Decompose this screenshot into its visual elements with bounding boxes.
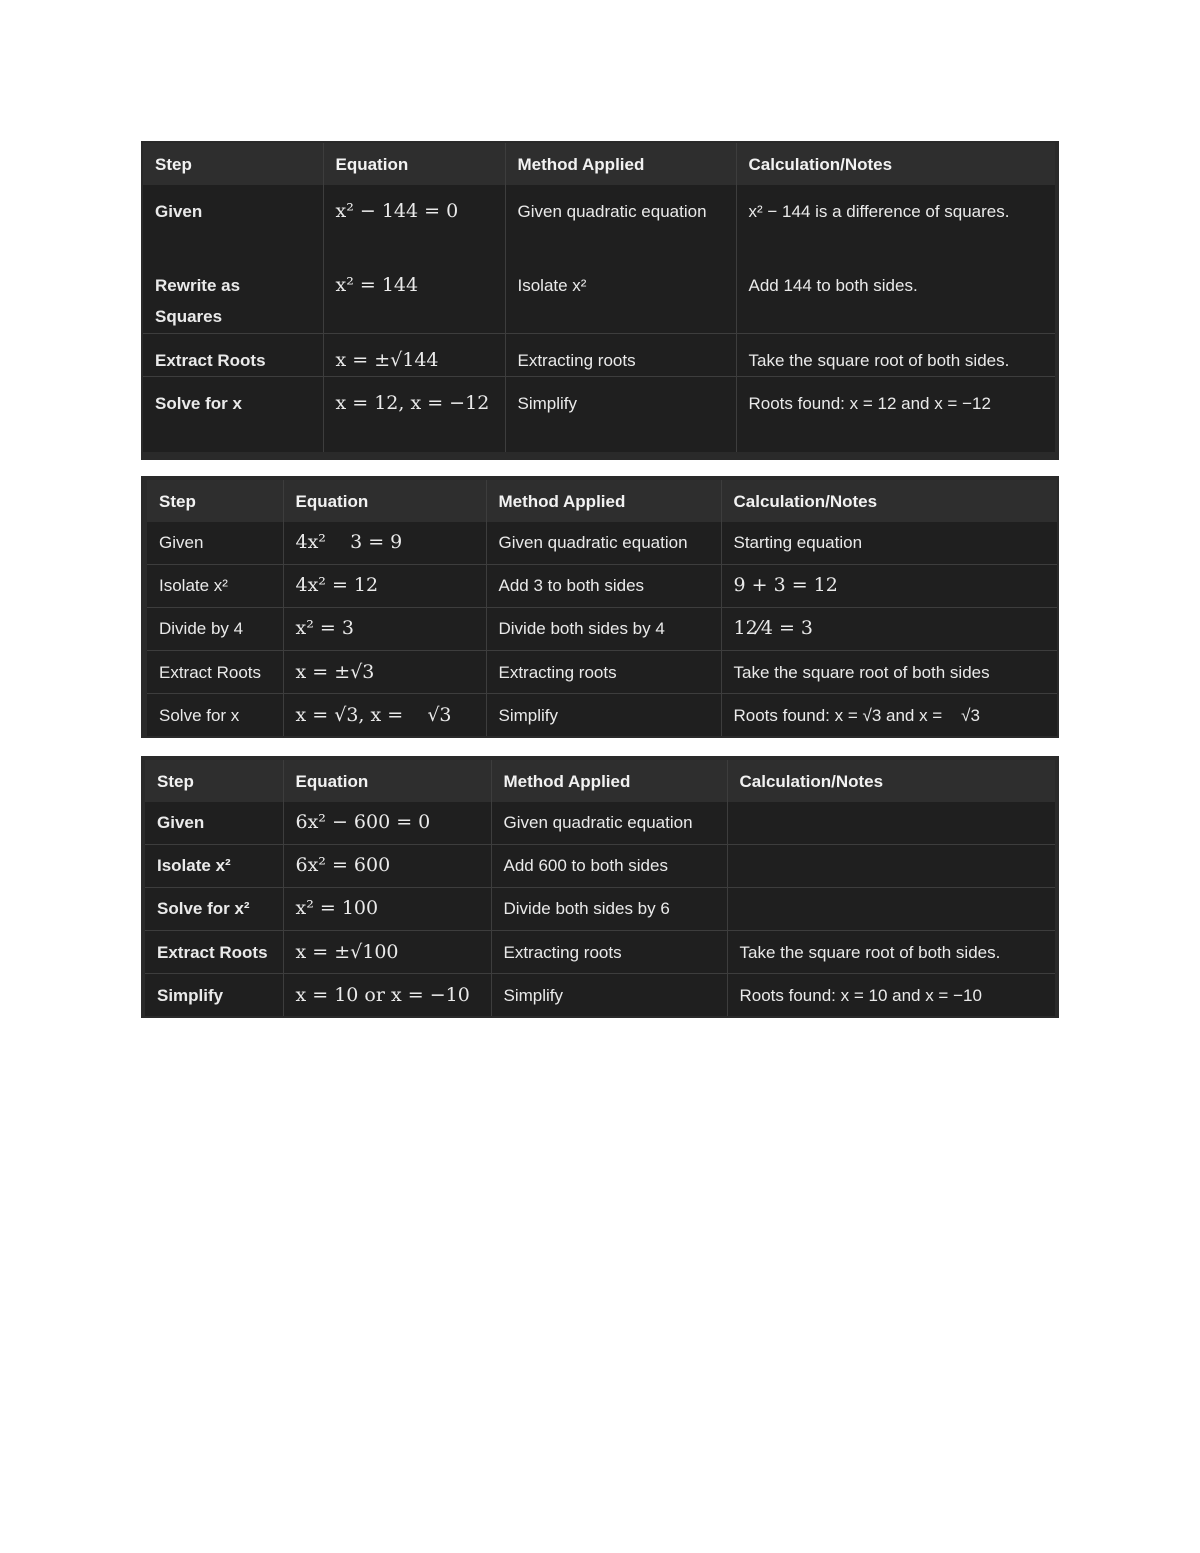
method-cell: Extracting roots	[486, 651, 721, 694]
notes-cell: 12⁄4 = 3	[721, 607, 1057, 650]
equation-cell: x = ±√100	[283, 931, 491, 974]
equation-cell: x = 12, x = −12	[323, 376, 505, 452]
steps-table-2	[147, 480, 1057, 736]
equation-cell: x = √3, x = √3	[283, 694, 486, 736]
table-3-panel	[141, 756, 1059, 1018]
step-cell: Rewrite as Squares	[143, 259, 323, 333]
table-row	[143, 376, 1055, 452]
header-row	[147, 480, 1057, 522]
table-row	[147, 694, 1057, 736]
table-row	[147, 564, 1057, 607]
notes-cell: Roots found: x = √3 and x = √3	[733, 705, 980, 725]
header-step: Step	[147, 480, 283, 522]
table-row	[147, 607, 1057, 650]
notes-cell: Roots found: x = 10 and x = −10	[739, 985, 982, 1005]
step-cell: Solve for x	[147, 694, 283, 736]
method-cell: Given quadratic equation	[486, 522, 721, 564]
step-cell: Extract Roots	[145, 931, 283, 974]
method-cell: Simplify	[505, 376, 736, 452]
method-cell: Simplify	[486, 694, 721, 736]
method-cell: Divide both sides by 6	[491, 887, 727, 930]
table-row	[143, 185, 1055, 259]
method-cell: Given quadratic equation	[505, 185, 736, 259]
equation-cell: 4x² = 12	[283, 564, 486, 607]
table-row	[147, 522, 1057, 564]
method-cell: Add 3 to both sides	[486, 564, 721, 607]
header-method: Method Applied	[486, 480, 721, 522]
step-cell: Given	[147, 522, 283, 564]
method-cell: Simplify	[491, 974, 727, 1016]
step-cell: Solve for x	[143, 376, 323, 452]
header-method: Method Applied	[491, 760, 727, 802]
equation-cell: x² − 144 = 0	[323, 185, 505, 259]
header-row	[145, 760, 1055, 802]
equation-cell: x = ±√144	[323, 333, 505, 376]
notes-cell	[727, 802, 1055, 844]
notes-cell: Take the square root of both sides.	[736, 333, 1055, 376]
step-cell: Extract Roots	[147, 651, 283, 694]
table-row	[145, 931, 1055, 974]
notes-cell: Roots found: x = 12 and x = −12	[748, 393, 991, 413]
header-step: Step	[145, 760, 283, 802]
step-cell: Divide by 4	[147, 607, 283, 650]
notes-cell: Take the square root of both sides	[721, 651, 1057, 694]
notes-cell	[727, 887, 1055, 930]
table-2-panel	[141, 476, 1059, 738]
table-row	[145, 844, 1055, 887]
table-row	[143, 333, 1055, 376]
header-notes: Calculation/Notes	[736, 143, 1055, 185]
step-cell: Extract Roots	[143, 333, 323, 376]
equation-cell: x² = 144	[323, 259, 505, 333]
header-row	[143, 143, 1055, 185]
table-row	[147, 651, 1057, 694]
step-cell: Given	[143, 185, 323, 259]
equation-cell: x² = 100	[283, 887, 491, 930]
notes-cell: Add 144 to both sides.	[736, 259, 1055, 333]
notes-cell: Take the square root of both sides.	[727, 931, 1055, 974]
table-row	[145, 887, 1055, 930]
table-1-panel	[141, 141, 1059, 460]
header-equation: Equation	[283, 760, 491, 802]
steps-table-3	[145, 760, 1055, 1016]
table-row	[145, 802, 1055, 844]
method-cell: Isolate x²	[505, 259, 736, 333]
equation-cell: x = 10 or x = −10	[283, 974, 491, 1016]
method-cell: Add 600 to both sides	[491, 844, 727, 887]
table-row	[145, 974, 1055, 1016]
method-cell: Given quadratic equation	[491, 802, 727, 844]
header-method: Method Applied	[505, 143, 736, 185]
step-cell: Solve for x²	[145, 887, 283, 930]
notes-cell: Starting equation	[721, 522, 1057, 564]
header-equation: Equation	[283, 480, 486, 522]
equation-cell: x² = 3	[283, 607, 486, 650]
step-cell: Isolate x²	[147, 564, 283, 607]
step-cell: Simplify	[145, 974, 283, 1016]
table-row	[143, 259, 1055, 333]
steps-table-1	[143, 143, 1055, 452]
equation-cell: x = ±√3	[283, 651, 486, 694]
equation-cell: 6x² − 600 = 0	[283, 802, 491, 844]
notes-cell: 9 + 3 = 12	[721, 564, 1057, 607]
method-cell: Extracting roots	[491, 931, 727, 974]
header-notes: Calculation/Notes	[721, 480, 1057, 522]
method-cell: Divide both sides by 4	[486, 607, 721, 650]
header-equation: Equation	[323, 143, 505, 185]
method-cell: Extracting roots	[505, 333, 736, 376]
equation-cell: 6x² = 600	[283, 844, 491, 887]
header-notes: Calculation/Notes	[727, 760, 1055, 802]
step-cell: Given	[145, 802, 283, 844]
notes-cell	[727, 844, 1055, 887]
notes-cell: x² − 144 is a difference of squares.	[748, 202, 1010, 221]
step-cell: Isolate x²	[145, 844, 283, 887]
header-step: Step	[143, 143, 323, 185]
equation-cell: 4x² 3 = 9	[283, 522, 486, 564]
